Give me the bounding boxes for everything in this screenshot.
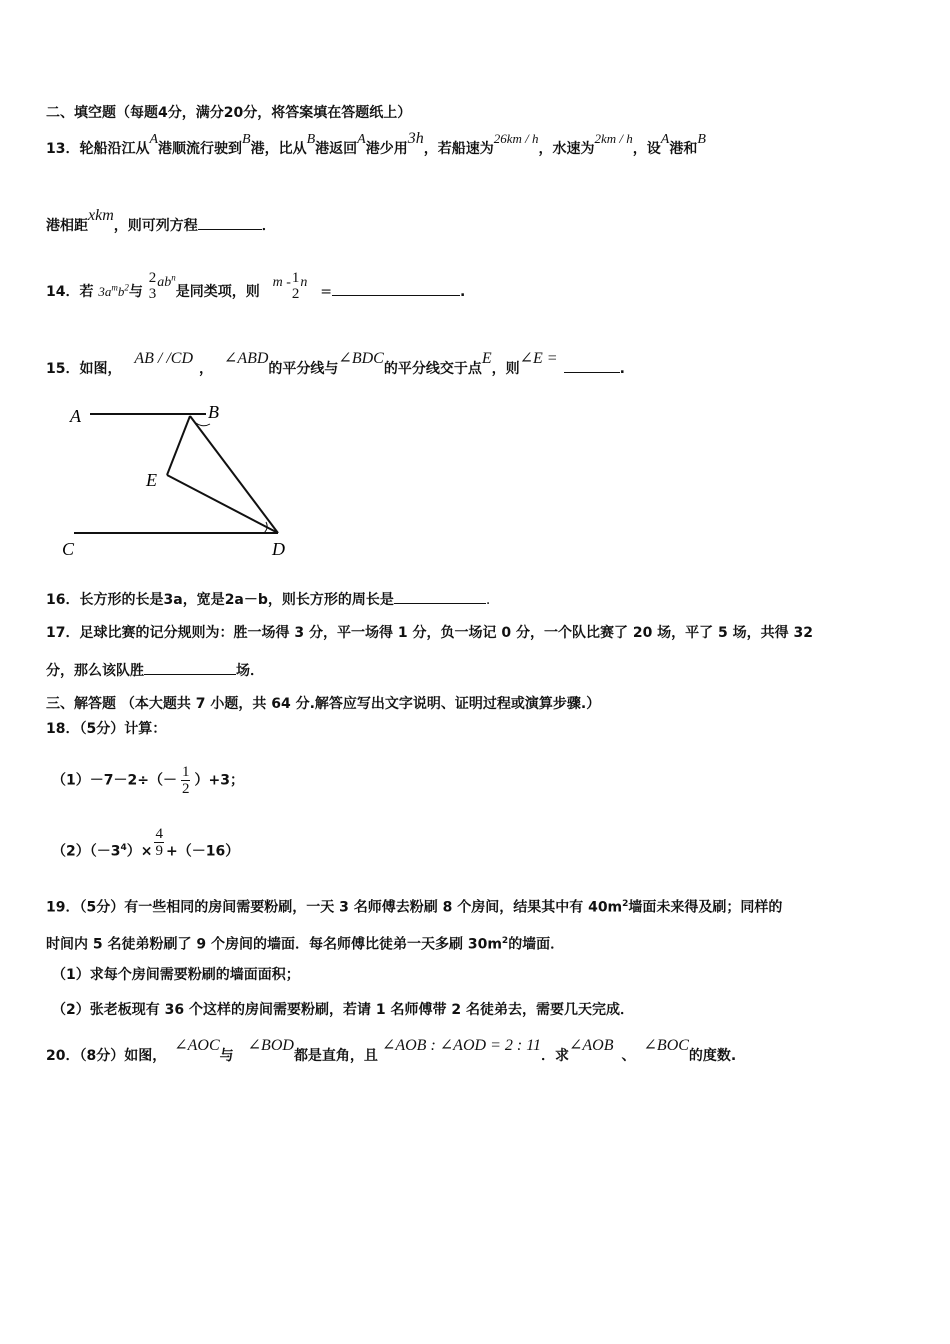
q13-distance: xkm bbox=[88, 207, 114, 224]
q13-number: 13． bbox=[46, 141, 80, 157]
q13-text: ，设 bbox=[632, 141, 661, 157]
q20-text: 与 bbox=[219, 1048, 234, 1064]
q13-port-b: B bbox=[697, 132, 706, 147]
q13-port-a: A bbox=[357, 132, 366, 147]
q14-expr-n: n bbox=[300, 275, 308, 290]
q14-equals: = bbox=[320, 284, 332, 300]
q18-frac-num: 4 bbox=[155, 826, 163, 842]
q20-angle-aoc: ∠AOC bbox=[174, 1037, 220, 1054]
question-17-line-2 bbox=[46, 660, 264, 680]
q13-answer-blank[interactable] bbox=[198, 215, 262, 230]
q13-port-b: B bbox=[306, 132, 316, 147]
q19-text: 墙面未来得及刷；同样的 bbox=[628, 899, 783, 916]
q14-exp-2: 2 bbox=[124, 282, 129, 293]
line-be bbox=[167, 416, 190, 475]
label-a: A bbox=[70, 406, 81, 426]
q13-port-a: A bbox=[660, 132, 670, 147]
q15-text: 如图， bbox=[79, 361, 122, 377]
q20-text: 的度数. bbox=[688, 1048, 737, 1064]
q15-point-e: E bbox=[481, 350, 492, 367]
q14-exp-m: m bbox=[111, 282, 118, 293]
q14-number: 14． bbox=[46, 284, 80, 300]
q18-frac-den: 2 bbox=[181, 781, 190, 797]
question-16 bbox=[46, 589, 490, 609]
q20-text: 都是直角，且 bbox=[293, 1048, 378, 1064]
q15-answer-blank[interactable] bbox=[564, 358, 620, 373]
question-19-line-1 bbox=[46, 895, 782, 917]
q13-text: ，水速为 bbox=[538, 141, 595, 157]
label-b: B bbox=[208, 402, 219, 422]
q14-expr-m: m - bbox=[272, 275, 291, 290]
question-15 bbox=[46, 350, 625, 378]
question-14 bbox=[46, 270, 466, 308]
q13-text: 港相距 bbox=[46, 218, 88, 234]
q16-text: ，宽是 bbox=[182, 592, 225, 608]
q14-text: 若 bbox=[79, 284, 94, 300]
q18-part-1-fraction bbox=[181, 764, 191, 797]
q19-square: 2 bbox=[622, 899, 629, 909]
label-c: C bbox=[62, 539, 75, 559]
q19-text: 的墙面． bbox=[508, 936, 565, 953]
question-18-heading: 18．（5分）计算： bbox=[46, 721, 167, 737]
q15-angle-e: ∠E = bbox=[519, 350, 558, 367]
q13-boat-speed: 26km / h bbox=[493, 131, 539, 146]
q19-text: 时间内 5 名徒弟粉刷了 9 个房间的墙面．每名师傅比徒弟一天多刷 30m bbox=[46, 936, 502, 953]
q14-end: . bbox=[460, 284, 466, 300]
q17-text: 场． bbox=[236, 663, 264, 679]
q18-exponent: 4 bbox=[120, 842, 127, 853]
q13-text: ，若船速为 bbox=[423, 141, 494, 157]
q13-text: 港返回 bbox=[315, 141, 358, 157]
q13-text: 港少用 bbox=[365, 141, 408, 157]
q18-part-1-text: ）+3； bbox=[194, 772, 244, 789]
q14-term-1-base: 3a bbox=[98, 284, 112, 299]
q13-text: ，则可列方程 bbox=[113, 218, 198, 234]
q20-angle-boc: ∠BOC bbox=[643, 1037, 689, 1054]
q20-ratio: ∠AOB : ∠AOD = 2 : 11 bbox=[381, 1037, 541, 1054]
q18-part-2-text: +（－16） bbox=[165, 843, 240, 860]
question-18-part-2 bbox=[52, 826, 240, 868]
q14-fraction bbox=[148, 270, 158, 302]
q16-end: . bbox=[485, 592, 491, 608]
q19-text: 19．（5分）有一些相同的房间需要粉刷，一天 3 名师傅去粉刷 8 个房间，结果其中有 40m bbox=[46, 899, 623, 916]
q13-text: ． bbox=[261, 218, 276, 234]
q14-term-2 bbox=[157, 272, 176, 290]
question-19-sub-2: （2）张老板现有 36 个这样的房间需要粉刷，若请 1 名师傅带 2 名徒弟去，需要几天完成． bbox=[52, 1002, 634, 1018]
question-18-part-1 bbox=[52, 764, 244, 797]
section-2-title: 二、填空题（每题4分，满分20分，将答案填在答题纸上） bbox=[46, 105, 412, 121]
q13-text: 港，比从 bbox=[250, 141, 307, 157]
q14-term-1-b: b bbox=[117, 284, 125, 299]
line-ed bbox=[167, 475, 278, 533]
question-19-sub-1: （1）求每个房间需要粉刷的墙面面积； bbox=[52, 967, 300, 983]
q14-exp-n: n bbox=[171, 272, 176, 283]
question-20 bbox=[46, 1037, 737, 1065]
q20-number: 20．（8分）如图， bbox=[46, 1048, 167, 1064]
q17-answer-blank[interactable] bbox=[144, 660, 236, 675]
q16-length: 3a bbox=[163, 592, 183, 608]
q13-port-a: A bbox=[149, 132, 159, 147]
q13-time: 3h bbox=[407, 130, 424, 147]
q20-text: 、 bbox=[621, 1048, 636, 1064]
q20-text: ．求 bbox=[541, 1048, 569, 1064]
q18-part-1-text: （1）－7－2÷（－ bbox=[52, 772, 177, 789]
q20-angle-aob: ∠AOB bbox=[569, 1037, 614, 1054]
question-13-line-2 bbox=[46, 207, 276, 235]
q13-port-b: B bbox=[242, 132, 251, 147]
q14-text: 是同类项，则 bbox=[175, 284, 260, 300]
q17-text: 分，那么该队胜 bbox=[46, 663, 144, 679]
section-3-title: 三、解答题 （本大题共 7 小题，共 64 分.解答应写出文字说明、证明过程或演算步骤.） bbox=[46, 696, 601, 712]
q15-number: 15． bbox=[46, 361, 80, 377]
q15-text: ， bbox=[199, 361, 214, 377]
q15-end: . bbox=[619, 361, 625, 377]
q15-text: 的平分线与 bbox=[268, 361, 339, 377]
label-d: D bbox=[272, 539, 285, 559]
q18-frac-num: 1 bbox=[181, 764, 190, 780]
q13-text: 轮船沿江从 bbox=[79, 141, 150, 157]
q18-part-2-fraction bbox=[154, 826, 164, 859]
question-17-line-1: 17．足球比赛的记分规则为：胜一场得 3 分，平一场得 1 分，负一场记 0 分，一个队比赛了 20 场，平了 5 场，共得 32 bbox=[46, 625, 814, 641]
q15-angle-abd: ∠ABD bbox=[223, 350, 269, 367]
q20-angle-bod: ∠BOD bbox=[247, 1037, 294, 1054]
q15-text: 的平分线交于点 bbox=[383, 361, 482, 377]
question-13-line-1 bbox=[46, 130, 706, 159]
q14-frac-num: 2 bbox=[148, 270, 157, 286]
q19-square: 2 bbox=[501, 936, 509, 946]
q15-condition: AB / /CD bbox=[134, 350, 194, 367]
q15-angle-bdc: ∠BDC bbox=[338, 350, 384, 367]
q16-number: 16． bbox=[46, 592, 80, 608]
q15-figure bbox=[60, 402, 300, 562]
q14-half-den: 2 bbox=[291, 286, 300, 302]
q14-text: 与 bbox=[128, 284, 143, 300]
q14-term-2-base: ab bbox=[157, 275, 172, 290]
label-e: E bbox=[146, 470, 157, 490]
q18-part-2-text: ）× bbox=[126, 843, 153, 860]
q14-term-1 bbox=[98, 284, 129, 299]
q13-text: 港和 bbox=[669, 141, 698, 157]
q16-width: 2a－b bbox=[224, 592, 268, 608]
q16-text: ，则长方形的周长是 bbox=[267, 592, 394, 608]
q14-half bbox=[291, 270, 301, 302]
q16-answer-blank[interactable] bbox=[394, 589, 486, 604]
line-bd bbox=[190, 416, 278, 533]
q18-part-2-text: （2）（－3 bbox=[52, 843, 121, 860]
q14-half-num: 1 bbox=[291, 270, 300, 286]
question-19-line-2 bbox=[46, 932, 564, 954]
q16-text: 长方形的长是 bbox=[79, 592, 164, 608]
q14-frac-den: 3 bbox=[148, 286, 157, 302]
q13-text: 港顺流行驶到 bbox=[158, 141, 243, 157]
q18-frac-den: 9 bbox=[155, 843, 163, 859]
q15-text: ，则 bbox=[491, 361, 520, 377]
q14-answer-blank[interactable] bbox=[332, 281, 460, 296]
q13-water-speed: 2km / h bbox=[594, 131, 633, 146]
